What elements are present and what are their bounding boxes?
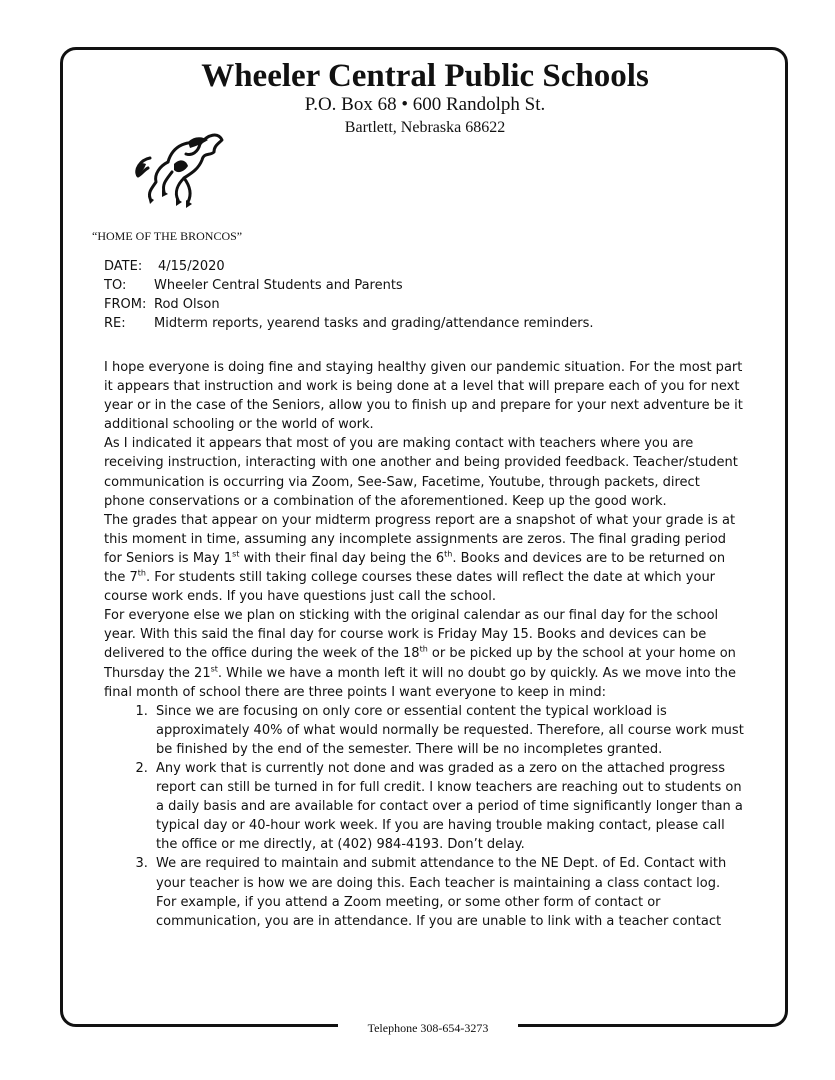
memo-from: Rod Olson [154,297,220,312]
memo-from-label: FROM: [104,297,147,312]
memo-header [104,257,744,333]
points-list [104,702,744,931]
list-item: 2. Any work that is currently not done and was graded as a zero on the attached progress report can still be turned in for full credit. I know teachers are reaching out to students on a daily basis and are available for contact over a period of time significantly longer than a typical day or 40-hour work week. If you are having trouble making contact, please call the office or me directly, at (402) 984-4193. Don’t delay. [152,759,744,854]
list-item: 1. Since we are focusing on only core or essential content the typical workload is approximately 40% of what would normally be requested. Therefore, all course work must be finished by the end of the semester. There will be no incompletes granted. [152,702,744,759]
footer-telephone: Telephone 308-654-3273 [338,1018,518,1038]
paragraph-1: I hope everyone is doing fine and staying healthy given our pandemic situation. For the most part it appears that instruction and work is being done at a level that will prepare each of you for next year or in the case of the Seniors, allow you to finish up and prepare for your next adventure be it additional schooling or the world of work. [104,360,743,433]
memo-date-row [104,257,744,276]
memo-to-label: TO: [104,278,127,293]
bronco-logo-icon [128,122,228,212]
memo-re-row [104,314,744,333]
paragraph-4: For everyone else we plan on sticking with the original calendar as our final day for the school year. With this said the final day for course work is Friday May 15. Books and devices can be delivered to the office during the week of the 18th or be picked up by the school at your home on Thursday the 21st. While we have a month left it will no doubt go by quickly. As we move into the final month of school there are three points I want everyone to keep in mind: [104,608,736,700]
memo-date-label: DATE: [104,259,143,274]
memo-re-label: RE: [104,316,126,331]
memo-to: Wheeler Central Students and Parents [154,278,403,293]
address-line-2: Bartlett, Nebraska 68622 [344,119,506,136]
list-item: 3. We are required to maintain and submit attendance to the NE Dept. of Ed. Contact with your teacher is how we are doing this. Each teacher is maintaining a class contact log. For example, if you attend a Zoom meeting, or some other form of contact or communication, you are in attendance. If you are unable to link with a teacher contact [152,854,744,930]
letter-body [104,358,744,931]
memo-re: Midterm reports, yearend tasks and grading/attendance reminders. [154,316,594,331]
school-name: Wheeler Central Public Schools [201,58,649,94]
memo-date: 4/15/2020 [158,259,225,274]
memo-to-row [104,276,744,295]
memo-from-row [104,295,744,314]
paragraph-2: As I indicated it appears that most of you are making contact with teachers where you are receiving instruction, interacting with one another and being provided feedback. Teacher/student communication is occurring via Zoom, See-Saw, Facetime, Youtube, through packets, direct phone conservations or a combination of the aforementioned. Keep up the good work. [104,436,738,509]
school-motto: “HOME OF THE BRONCOS” [92,229,243,243]
address-line-1: P.O. Box 68 • 600 Randolph St. [304,94,546,115]
paragraph-3: The grades that appear on your midterm progress report are a snapshot of what your grade is at this moment in time, assuming any incomplete assignments are zeros. The final grading period for Seniors is May 1st with their final day being the 6th. Books and devices are to be returned on the 7th. For students still taking college courses these dates will reflect the date at which your course work ends. If you have questions just call the school. [104,512,736,605]
